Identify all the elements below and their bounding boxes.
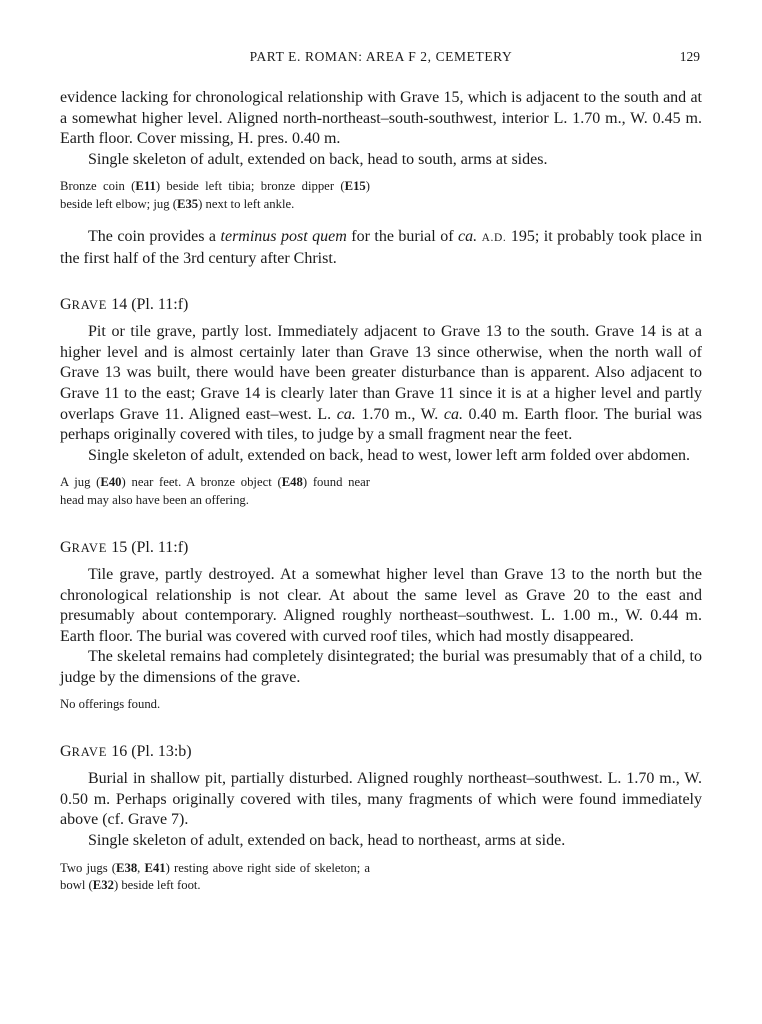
grave-14-offerings: A jug (E40) near feet. A bronze object (E48) found near head may also have been an offering.: [60, 475, 370, 508]
intro-offerings: Bronze coin (E11) beside left tibia; bronze dipper (E15) beside left elbow; jug (E35) next to left ankle.: [60, 179, 370, 212]
page-number: 129: [679, 49, 700, 64]
grave-15-paragraph-2: The skeletal remains had completely disintegrated; the burial was presumably that of a child, to judge by the dimensions of the grave.: [60, 648, 702, 686]
grave-15-heading: GRAVE 15 (Pl. 11:f): [60, 538, 189, 556]
grave-14-paragraph-1: Pit or tile grave, partly lost. Immediately adjacent to Grave 13 to the south. Grave 14 is at a higher level and is almost certainly later than Grave 13 since otherwise, when the north wall of Grave 13 was built, there would have been greater disturbance than is apparent. Also adjacent to Grave 11 to the east; Grave 14 is clearly later than Grave 11 since it is at a higher level and partly overlaps Grave 11. Aligned east–west. L. ca. 1.70 m., W. ca. 0.40 m. Earth floor. The burial was perhaps originally covered with tiles, to judge by a small fragment near the feet.: [60, 323, 702, 444]
running-header: [0, 49, 762, 69]
intro-paragraph-1: evidence lacking for chronological relationship with Grave 15, which is adjacent to the south and at a somewhat higher level. Aligned north-northeast–south-southwest, interior L. 1.70 m., W. 0.45 m. Earth floor. Cover missing, H. pres. 0.40 m.: [60, 89, 702, 148]
running-title: PART E. ROMAN: AREA F 2, CEMETERY: [249, 49, 513, 64]
grave-14-paragraph-2: Single skeleton of adult, extended on back, head to west, lower left arm folded over abdomen.: [88, 446, 691, 464]
grave-15-paragraph-1: Tile grave, partly destroyed. At a somewhat higher level than Grave 13 to the north but the chronological relationship is not clear. At about the same level as Grave 20 to the east and presumably about contemporary. Aligned roughly northeast–southwest. L. 1.00 m., W. 0.44 m. Earth floor. The burial was covered with curved roof tiles, which had mostly disappeared.: [60, 565, 702, 645]
grave-14-heading: GRAVE 14 (Pl. 11:f): [60, 296, 189, 314]
grave-15-offerings: No offerings found.: [60, 697, 161, 712]
intro-paragraph-2: Single skeleton of adult, extended on back, head to south, arms at sides.: [88, 150, 548, 168]
grave-16-offerings: Two jugs (E38, E41) resting above right side of skeleton; a bowl (E32) beside left foot.: [60, 860, 371, 893]
body-text: [60, 88, 702, 895]
grave-16-paragraph-2: Single skeleton of adult, extended on back, head to northeast, arms at side.: [88, 832, 566, 850]
grave-16-heading: GRAVE 16 (Pl. 13:b): [60, 743, 192, 761]
intro-paragraph-3: The coin provides a terminus post quem for the burial of ca. A.D. 195; it probably took place in the first half of the 3rd century after Christ.: [60, 227, 703, 267]
grave-16-paragraph-1: Burial in shallow pit, partially disturbed. Aligned roughly northeast–southwest. L. 1.70 m., W. 0.50 m. Perhaps originally covered with tiles, many fragments of which were found immediately above (cf. Grave 7).: [60, 770, 702, 829]
